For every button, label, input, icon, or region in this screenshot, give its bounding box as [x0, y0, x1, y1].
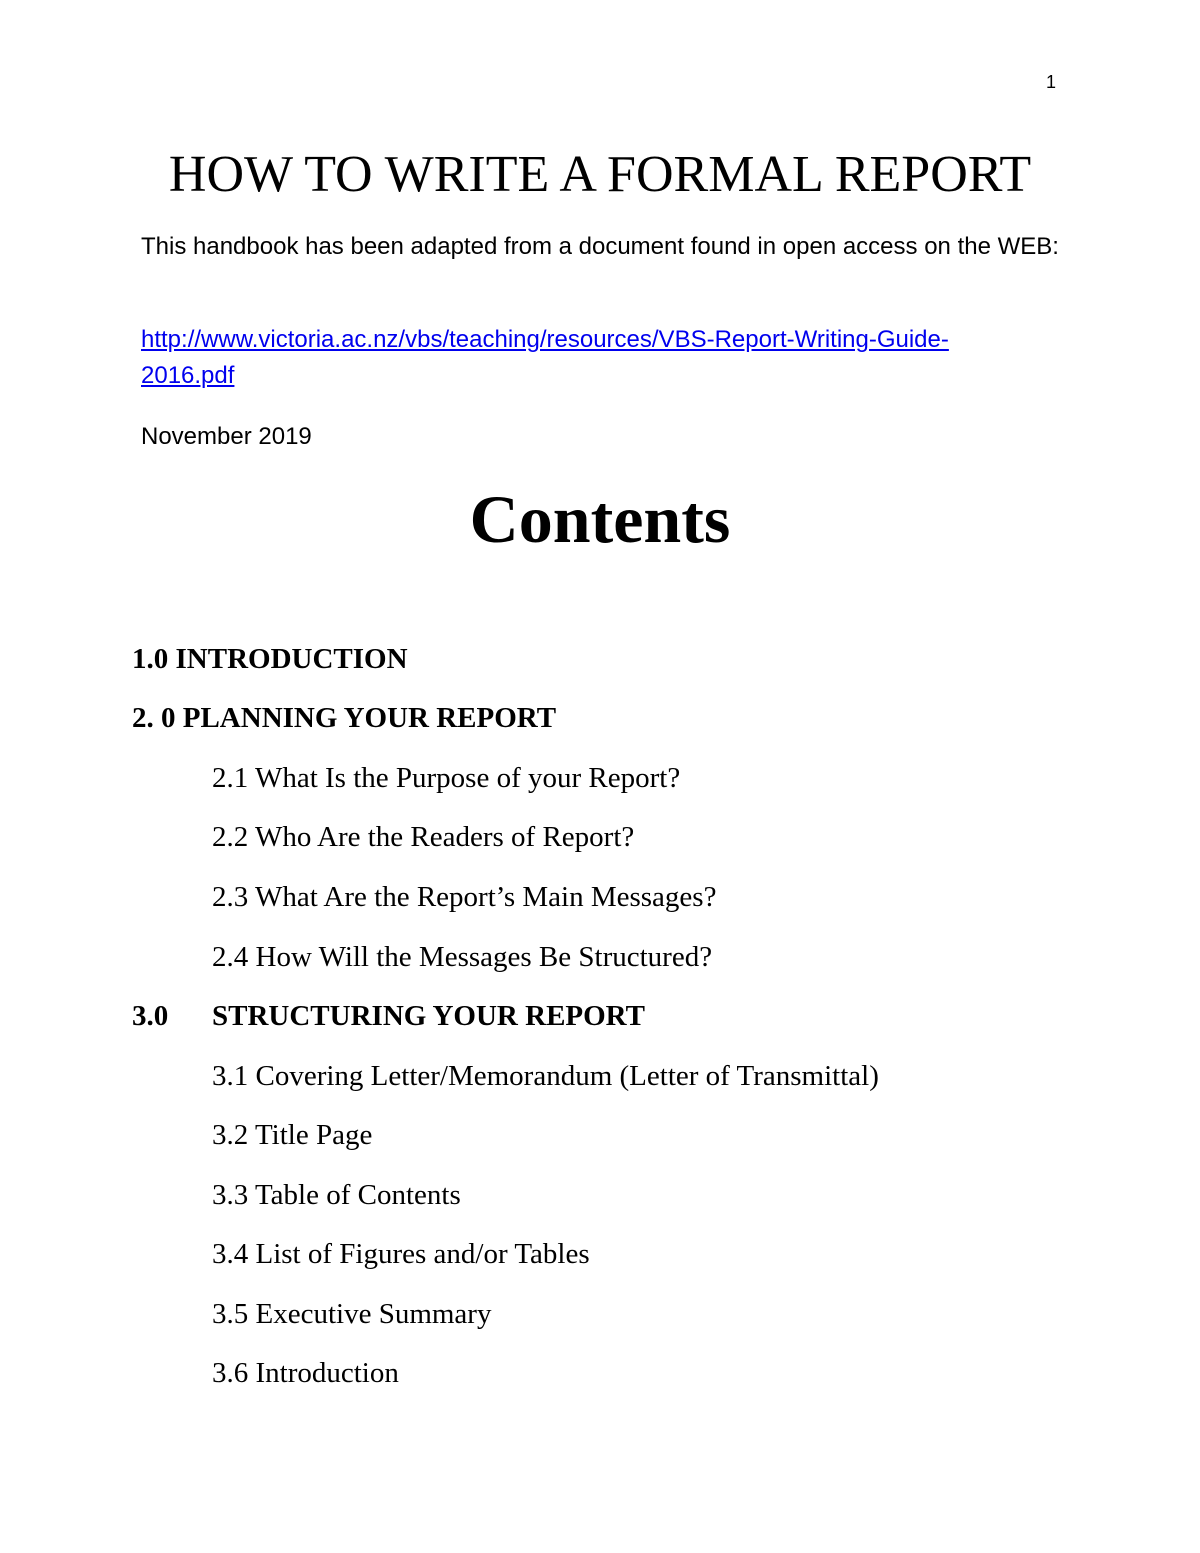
toc-item-introduction[interactable]: 3.6 Introduction [212, 1357, 399, 1389]
page-number: 1 [1046, 72, 1057, 92]
toc-section-introduction[interactable]: 1.0 INTRODUCTION [132, 643, 408, 675]
toc-item-title-page[interactable]: 3.2 Title Page [212, 1119, 373, 1151]
toc-item-readers[interactable]: 2.2 Who Are the Readers of Report? [212, 821, 635, 853]
toc-item-table-of-contents[interactable]: 3.3 Table of Contents [212, 1179, 461, 1211]
toc-section-structuring[interactable] [132, 998, 645, 1034]
toc-item-purpose[interactable]: 2.1 What Is the Purpose of your Report? [212, 762, 681, 794]
toc-item-covering-letter[interactable]: 3.1 Covering Letter/Memorandum (Letter of Transmittal) [212, 1060, 879, 1092]
toc-section-number: 3.0 [132, 1000, 169, 1032]
toc-item-structure[interactable]: 2.4 How Will the Messages Be Structured? [212, 941, 713, 973]
toc-section-title: STRUCTURING YOUR REPORT [212, 1000, 645, 1032]
document-title: HOW TO WRITE A FORMAL REPORT [168, 146, 1032, 203]
toc-item-main-messages[interactable]: 2.3 What Are the Report’s Main Messages? [212, 881, 717, 913]
document-date: November 2019 [141, 423, 312, 450]
contents-heading: Contents [469, 481, 731, 557]
toc-section-planning[interactable]: 2. 0 PLANNING YOUR REPORT [132, 702, 557, 734]
toc-item-figures-tables[interactable]: 3.4 List of Figures and/or Tables [212, 1238, 590, 1270]
source-link[interactable]: http://www.victoria.ac.nz/vbs/teaching/resources/VBS-Report-Writing-Guide-2016.pdf [141, 326, 949, 389]
intro-paragraph: This handbook has been adapted from a document found in open access on the WEB: [141, 233, 1059, 260]
toc-item-executive-summary[interactable]: 3.5 Executive Summary [212, 1298, 492, 1330]
